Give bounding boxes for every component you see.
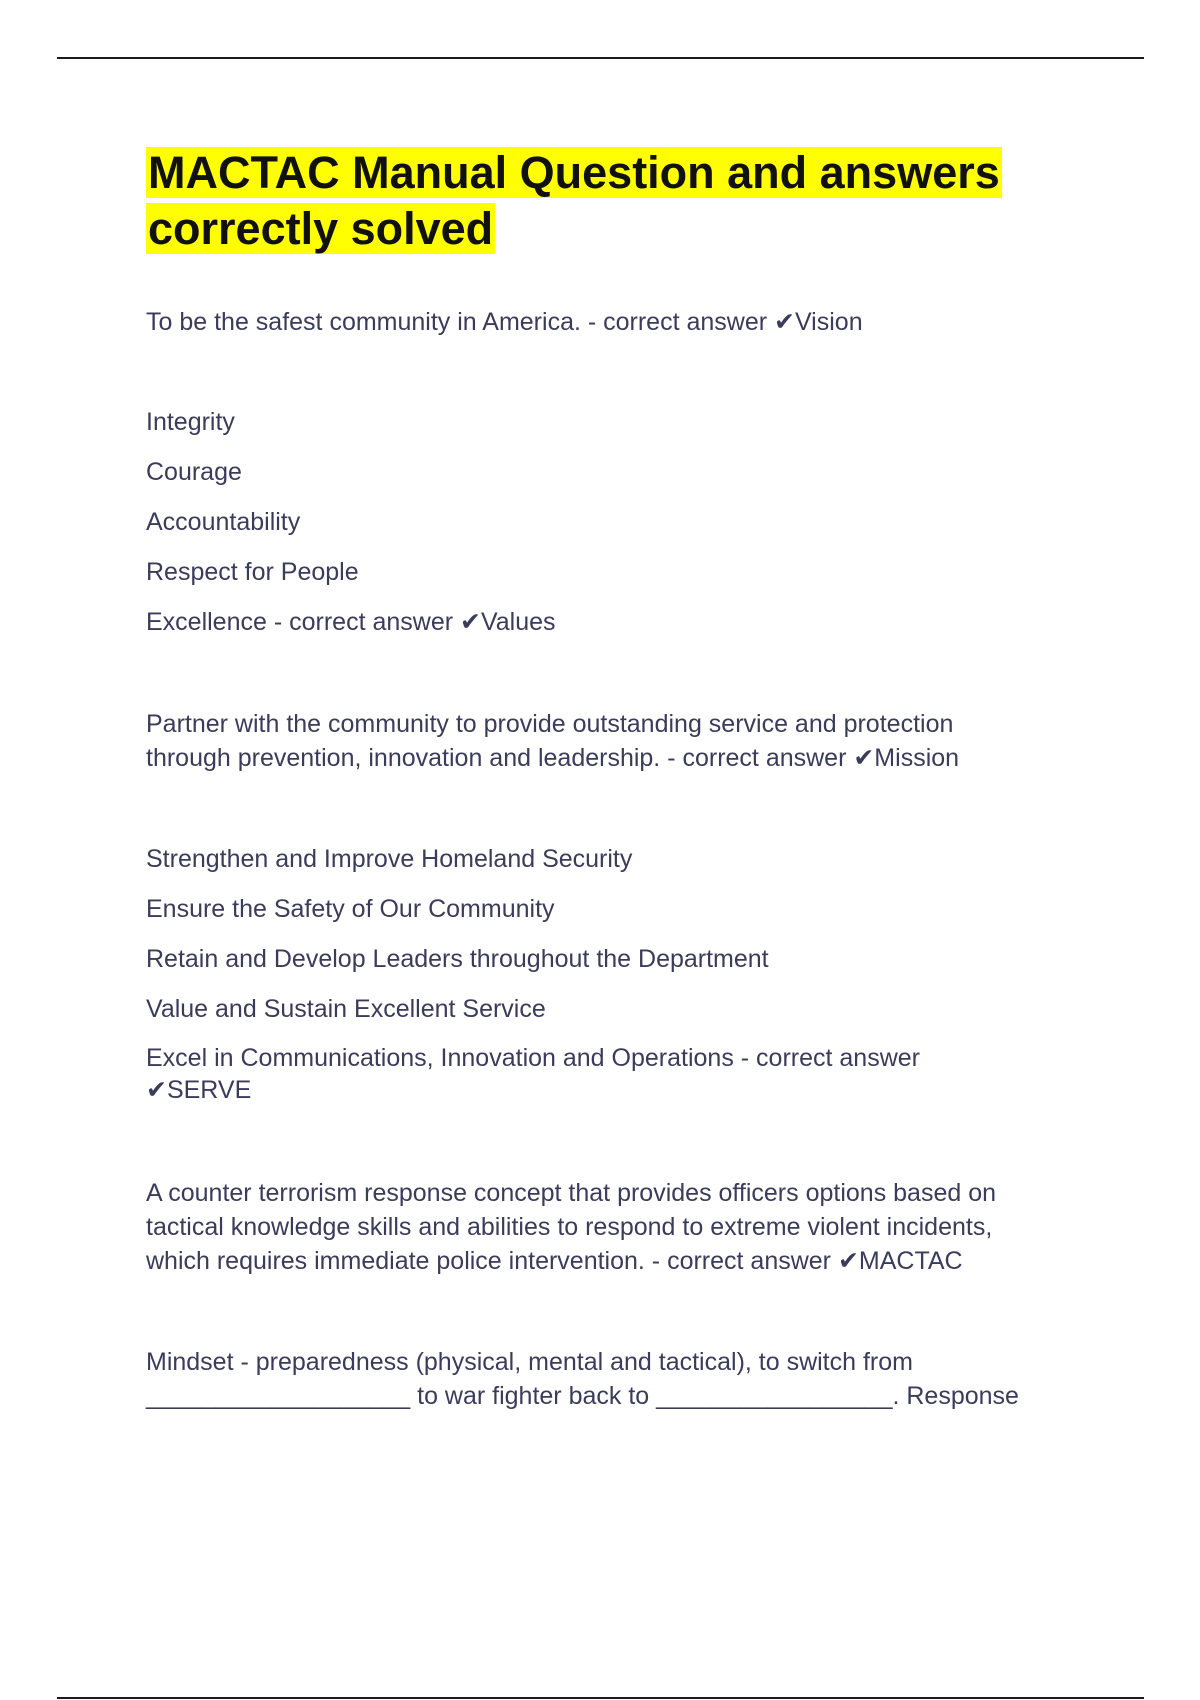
entry-vision: To be the safest community in America. - correct answer ✔Vision bbox=[146, 308, 863, 336]
entry-mission bbox=[146, 707, 1106, 775]
entry-serve bbox=[146, 842, 1106, 1106]
serve-line: Value and Sustain Excellent Service bbox=[146, 995, 546, 1023]
mission-line: Partner with the community to provide outstanding service and protection bbox=[146, 710, 954, 738]
mactac-line: A counter terrorism response concept that provides officers options based on bbox=[146, 1179, 997, 1207]
values-line: Accountability bbox=[146, 508, 301, 536]
mactac-line: tactical knowledge skills and abilities to respond to extreme violent incidents, bbox=[146, 1213, 993, 1241]
mindset-line: ___________________ to war fighter back to _________________. Response bbox=[146, 1382, 1019, 1410]
entry-mactac bbox=[146, 1176, 1146, 1278]
bottom-rule bbox=[57, 1697, 1144, 1699]
mindset-line: Mindset - preparedness (physical, mental and tactical), to switch from bbox=[146, 1348, 913, 1376]
serve-answer-line: Excel in Communications, Innovation and Operations - correct answer bbox=[146, 1044, 920, 1072]
entry-mindset bbox=[146, 1345, 1146, 1413]
top-rule bbox=[57, 57, 1144, 59]
values-line: Respect for People bbox=[146, 558, 359, 586]
document-title bbox=[146, 145, 1086, 257]
serve-line: Strengthen and Improve Homeland Security bbox=[146, 845, 633, 873]
serve-line: Ensure the Safety of Our Community bbox=[146, 895, 555, 923]
entry-values bbox=[146, 405, 1106, 639]
document-body bbox=[146, 145, 1086, 257]
values-answer-line: Excellence - correct answer ✔Values bbox=[146, 608, 556, 636]
serve-line: Retain and Develop Leaders throughout the Department bbox=[146, 945, 769, 973]
mission-answer-line: through prevention, innovation and leadership. - correct answer ✔Mission bbox=[146, 744, 960, 772]
title-line-1: MACTAC Manual Question and answers bbox=[148, 147, 1000, 198]
values-line: Integrity bbox=[146, 408, 235, 436]
values-line: Courage bbox=[146, 458, 242, 486]
serve-answer-line: ✔SERVE bbox=[146, 1076, 252, 1104]
mactac-answer-line: which requires immediate police intervention. - correct answer ✔MACTAC bbox=[146, 1247, 963, 1275]
title-line-2: correctly solved bbox=[148, 203, 494, 254]
